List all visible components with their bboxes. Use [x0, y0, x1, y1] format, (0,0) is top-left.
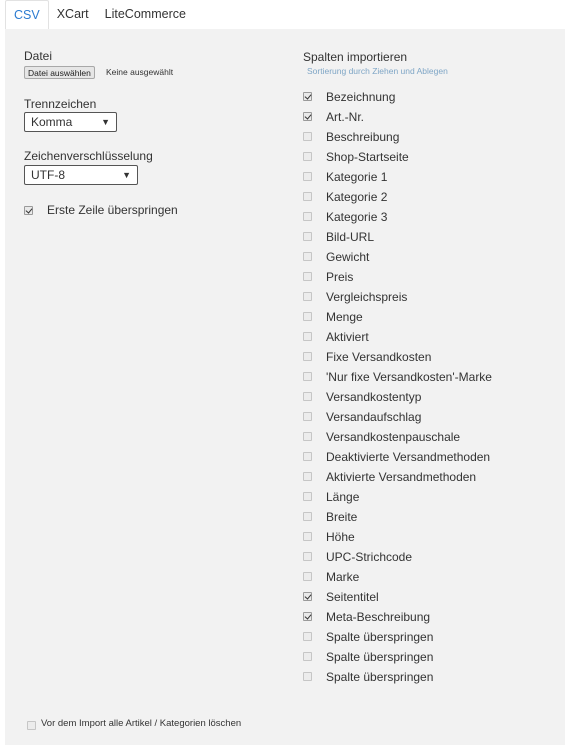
column-checkbox[interactable]: [303, 412, 312, 421]
column-label: Meta-Beschreibung: [326, 610, 431, 624]
column-label: 'Nur fixe Versandkosten'-Marke: [326, 370, 492, 384]
column-item[interactable]: [303, 589, 553, 609]
column-checkbox[interactable]: [303, 512, 312, 521]
column-label: Gewicht: [326, 250, 370, 264]
column-checkbox[interactable]: [303, 372, 312, 381]
column-label: Kategorie 1: [326, 170, 388, 184]
column-item[interactable]: [303, 549, 553, 569]
skip-first-row-checkbox[interactable]: [24, 206, 33, 215]
column-checkbox[interactable]: [303, 112, 312, 121]
column-label: Aktiviert: [326, 330, 369, 344]
column-item[interactable]: [303, 529, 553, 549]
column-label: Länge: [326, 490, 360, 504]
column-item[interactable]: [303, 429, 553, 449]
csv-import-panel: [5, 29, 565, 745]
column-item[interactable]: [303, 389, 553, 409]
column-label: Bild-URL: [326, 230, 375, 244]
column-item[interactable]: [303, 449, 553, 469]
column-label: Kategorie 2: [326, 190, 388, 204]
column-checkbox[interactable]: [303, 332, 312, 341]
column-label: Versandkostentyp: [326, 390, 422, 404]
column-checkbox[interactable]: [303, 452, 312, 461]
column-item[interactable]: [303, 189, 553, 209]
separator-label: Trennzeichen: [24, 97, 97, 111]
column-label: Preis: [326, 270, 354, 284]
chevron-down-icon: ▼: [101, 117, 110, 127]
column-item[interactable]: [303, 249, 553, 269]
column-label: Fixe Versandkosten: [326, 350, 432, 364]
encoding-select[interactable]: [24, 165, 138, 185]
column-label: Kategorie 3: [326, 210, 388, 224]
tab-litecommerce[interactable]: LiteCommerce: [104, 7, 186, 21]
column-label: Shop-Startseite: [326, 150, 409, 164]
column-checkbox[interactable]: [303, 192, 312, 201]
column-label: Beschreibung: [326, 130, 400, 144]
column-label: Vergleichspreis: [326, 290, 408, 304]
column-item[interactable]: [303, 569, 553, 589]
column-item[interactable]: [303, 509, 553, 529]
column-checkbox[interactable]: [303, 492, 312, 501]
column-item[interactable]: [303, 669, 553, 689]
column-item[interactable]: [303, 129, 553, 149]
tab-csv[interactable]: CSV: [5, 0, 49, 29]
column-label: Menge: [326, 310, 363, 324]
column-item[interactable]: [303, 649, 553, 669]
column-checkbox[interactable]: [303, 132, 312, 141]
column-item[interactable]: [303, 209, 553, 229]
column-item[interactable]: [303, 629, 553, 649]
encoding-label: Zeichenverschlüsselung: [24, 149, 153, 163]
column-item[interactable]: [303, 169, 553, 189]
column-checkbox[interactable]: [303, 632, 312, 641]
column-checkbox[interactable]: [303, 252, 312, 261]
column-item[interactable]: [303, 349, 553, 369]
column-label: Bezeichnung: [326, 90, 396, 104]
column-checkbox[interactable]: [303, 432, 312, 441]
column-item[interactable]: [303, 149, 553, 169]
import-columns-title: Spalten importieren: [303, 50, 408, 64]
column-checkbox[interactable]: [303, 292, 312, 301]
separator-selected-value: Komma: [31, 115, 73, 129]
file-status-text: Keine ausgewählt: [106, 67, 174, 77]
column-label: Breite: [326, 510, 358, 524]
column-item[interactable]: [303, 369, 553, 389]
column-checkbox[interactable]: [303, 312, 312, 321]
column-item[interactable]: [303, 309, 553, 329]
column-checkbox[interactable]: [303, 92, 312, 101]
column-checkbox[interactable]: [303, 672, 312, 681]
column-item[interactable]: [303, 609, 553, 629]
delete-before-import-label: Vor dem Import alle Artikel / Kategorien löschen: [41, 718, 242, 729]
choose-file-button[interactable]: Datei auswählen: [24, 66, 95, 79]
column-checkbox[interactable]: [303, 272, 312, 281]
column-checkbox[interactable]: [303, 152, 312, 161]
column-checkbox[interactable]: [303, 532, 312, 541]
column-item[interactable]: [303, 89, 553, 109]
column-label: Spalte überspringen: [326, 670, 434, 684]
column-label: UPC-Strichcode: [326, 550, 413, 564]
column-checkbox[interactable]: [303, 592, 312, 601]
column-checkbox[interactable]: [303, 652, 312, 661]
column-label: Höhe: [326, 530, 355, 544]
column-item[interactable]: [303, 409, 553, 429]
chevron-down-icon: ▼: [122, 170, 131, 180]
tab-xcart[interactable]: XCart: [56, 7, 89, 21]
column-item[interactable]: [303, 489, 553, 509]
skip-first-row-label: Erste Zeile überspringen: [47, 203, 178, 217]
column-label: Marke: [326, 570, 360, 584]
column-checkbox[interactable]: [303, 392, 312, 401]
file-label: Datei: [24, 49, 53, 63]
column-label: Art.-Nr.: [326, 110, 364, 124]
column-checkbox[interactable]: [303, 572, 312, 581]
column-checkbox[interactable]: [303, 172, 312, 181]
sort-hint-text: Sortierung durch Ziehen und Ablegen: [307, 66, 448, 76]
column-checkbox[interactable]: [303, 472, 312, 481]
column-item[interactable]: [303, 229, 553, 249]
column-label: Versandkostenpauschale: [326, 430, 461, 444]
encoding-selected-value: UTF-8: [31, 168, 65, 182]
column-checkbox[interactable]: [303, 212, 312, 221]
column-label: Spalte überspringen: [326, 630, 434, 644]
column-item[interactable]: [303, 469, 553, 489]
import-format-tabs: [5, 0, 194, 29]
column-item[interactable]: [303, 329, 553, 349]
column-label: Versandaufschlag: [326, 410, 422, 424]
separator-select[interactable]: [24, 112, 117, 132]
column-item[interactable]: [303, 269, 553, 289]
column-label: Aktivierte Versandmethoden: [326, 470, 477, 484]
column-item[interactable]: [303, 289, 553, 309]
column-label: Spalte überspringen: [326, 650, 434, 664]
column-checkbox[interactable]: [303, 612, 312, 621]
column-checkbox[interactable]: [303, 232, 312, 241]
column-item[interactable]: [303, 109, 553, 129]
column-label: Seitentitel: [326, 590, 379, 604]
column-checkbox[interactable]: [303, 352, 312, 361]
delete-before-import-checkbox[interactable]: [27, 721, 36, 730]
column-label: Deaktivierte Versandmethoden: [326, 450, 491, 464]
column-checkbox[interactable]: [303, 552, 312, 561]
